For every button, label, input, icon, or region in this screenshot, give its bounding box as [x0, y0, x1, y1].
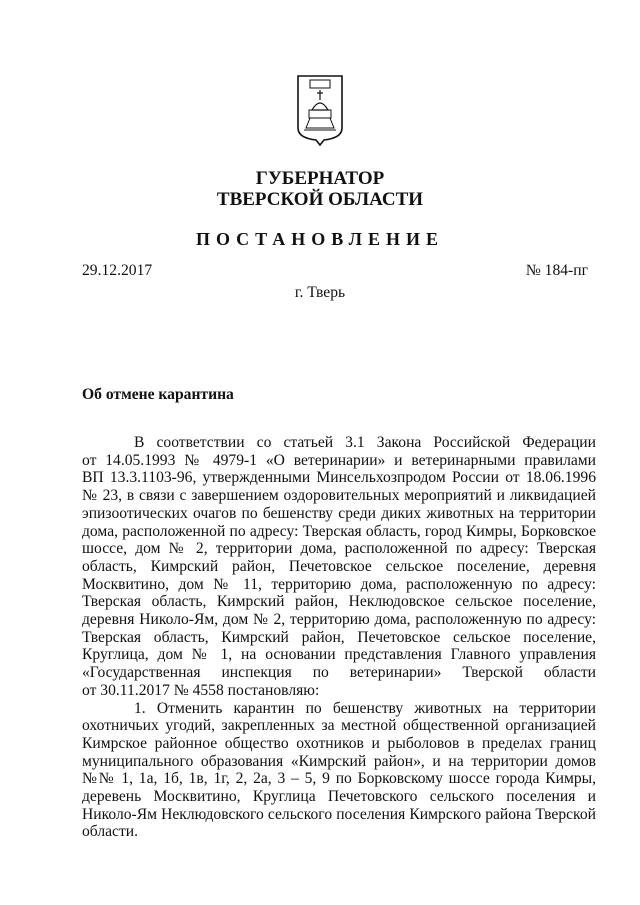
coat-of-arms — [296, 74, 344, 146]
document-subject: Об отмене карантина — [82, 386, 234, 403]
body-line: №№ 1, 1а, 1б, 1в, 1г, 2, 2а, 3 – 5, 9 по Борковскому шоссе города Кимры, — [82, 770, 596, 788]
body-line: эпизоотических очагов по бешенству среди диких животных на территории — [82, 504, 596, 522]
body-line: Николо-Ям Неклюдовского сельского поселения Кимрского района Тверской — [82, 805, 596, 823]
issuer-region: ТВЕРСКОЙ ОБЛАСТИ — [216, 189, 424, 210]
body-line: 1. Отменить карантин по бешенству животных на территории — [134, 699, 596, 717]
body-line: от 30.11.2017 № 4558 постановляю: — [82, 681, 320, 699]
body-line: муниципального образования «Кимрский район», и на территории домов — [82, 752, 596, 770]
document-city: г. Тверь — [294, 284, 346, 301]
body-line: деревня Николо-Ям, дом № 2, территорию дома, расположенную по адресу: — [82, 611, 596, 628]
document-number: № 184-пг — [525, 262, 588, 279]
body-line: «Государственная инспекция по ветеринарии» Тверской области — [82, 664, 596, 682]
body-line: № 23, в связи с завершением оздоровительных мероприятий и ликвидацией — [82, 487, 596, 505]
body-line: область, Кимрский район, Печетовское сельское поселение, деревня — [82, 557, 596, 575]
body-line: области. — [82, 823, 139, 841]
body-line: от 14.05.1993 № 4979-1 «О ветеринарии» и ветеринарными правилами — [82, 451, 596, 469]
body-line: Москвитино, дом № 11, территорию дома, расположенную по адресу: — [82, 575, 596, 593]
body-line: Кимрское районное общество охотников и рыболовов в пределах границ — [82, 734, 596, 752]
body-line: Круглица, дом № 1, на основании представления Главного управления — [82, 646, 596, 664]
body-line: шоссе, дом № 2, территории дома, расположенной по адресу: Тверская — [82, 540, 596, 558]
body-line: ВП 13.3.1103-96, утвержденными Минсельхозпродом России от 18.06.1996 — [82, 469, 596, 487]
issuer-title: ГУБЕРНАТОР — [255, 168, 385, 189]
body-line: дома, расположенной по адресу: Тверская область, город Кимры, Борковское — [82, 522, 596, 540]
body-line: Тверская область, Кимрский район, Печетовское сельское поселение, — [82, 628, 596, 646]
body-line: охотничьих угодий, закрепленных за местной общественной организацией — [82, 717, 596, 735]
coat-of-arms-icon — [296, 74, 344, 146]
body-line: деревень Москвитино, Круглица Печетовского сельского поселения и — [82, 788, 596, 805]
document-type: ПОСТАНОВЛЕНИЕ — [195, 229, 445, 249]
body-line: В соответствии со статьей 3.1 Закона Российской Федерации — [134, 434, 596, 451]
body-line: Тверская область, Кимрский район, Неклюдовское сельское поселение, — [82, 593, 596, 611]
document-date: 29.12.2017 — [82, 262, 153, 279]
